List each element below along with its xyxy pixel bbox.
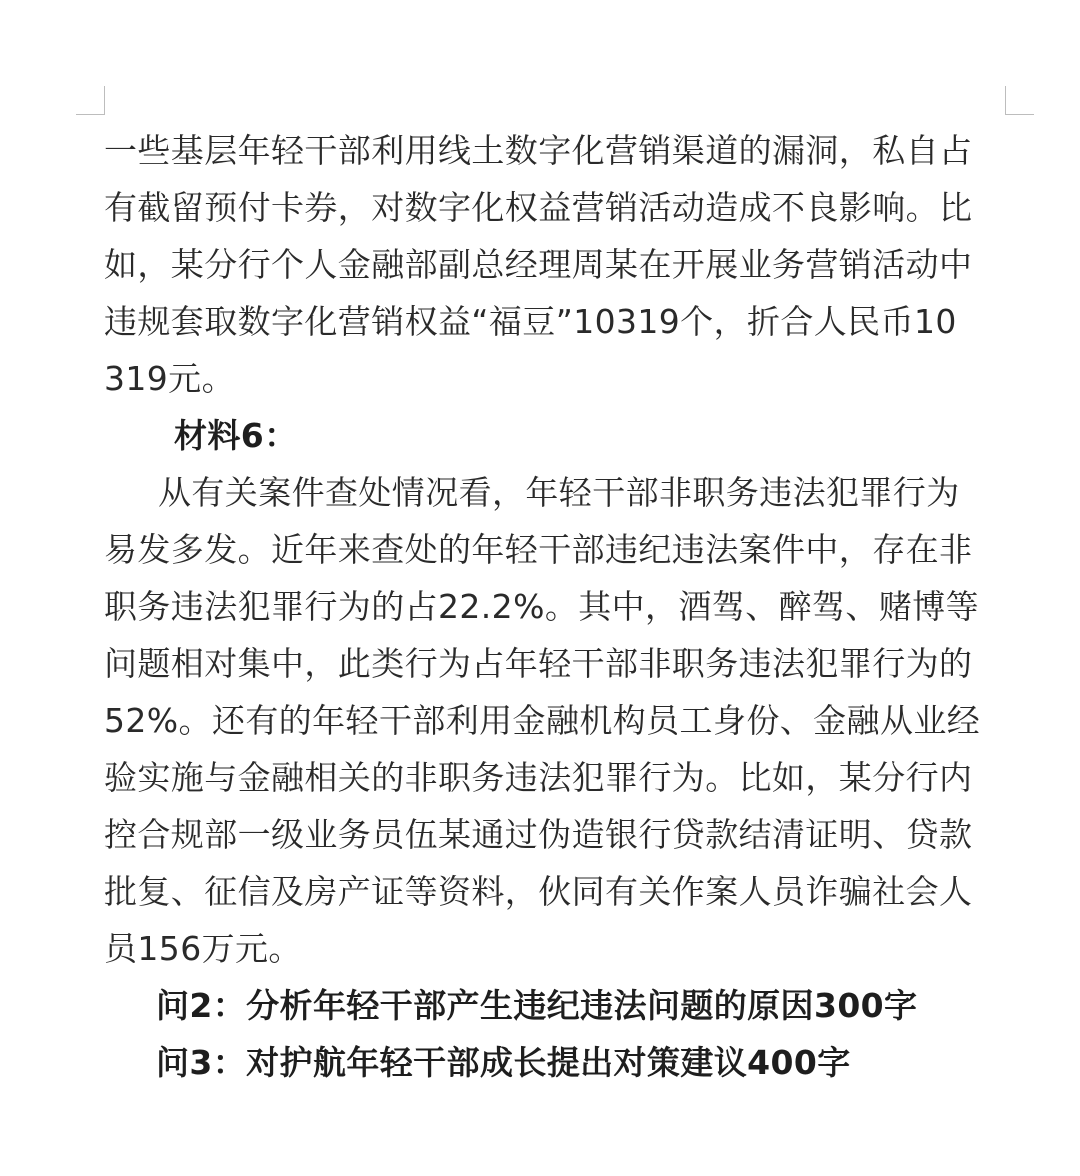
- paragraph-line: 从有关案件查处情况看，年轻干部非职务违法犯罪行为: [158, 473, 960, 512]
- paragraph-line: 一些基层年轻干部利用线土数字化营销渠道的漏洞，私自占: [104, 131, 973, 170]
- top-right-margin-marker: [1005, 86, 1034, 115]
- paragraph-line: 易发多发。近年来查处的年轻干部违纪违法案件中，存在非: [104, 530, 973, 569]
- paragraph-line: 批复、征信及房产证等资料，伙同有关作案人员诈骗社会人: [104, 872, 973, 911]
- paragraph-line: 员156万元。: [104, 929, 302, 968]
- paragraph-line: 验实施与金融相关的非职务违法犯罪行为。比如，某分行内: [104, 758, 973, 797]
- paragraph-line: 违规套取数字化营销权益“福豆”10319个，折合人民币10: [104, 302, 957, 341]
- paragraph-line: 如，某分行个人金融部副总经理周某在开展业务营销活动中: [104, 245, 973, 284]
- paragraph-line: 职务违法犯罪行为的占22.2%。其中，酒驾、醉驾、赌博等: [104, 587, 980, 626]
- paragraph-line: 52%。还有的年轻干部利用金融机构员工身份、金融从业经: [104, 701, 981, 740]
- top-left-margin-marker: [76, 86, 105, 115]
- paragraph-line: 问题相对集中，此类行为占年轻干部非职务违法犯罪行为的: [104, 644, 973, 683]
- question-3: 问3：对护航年轻干部成长提出对策建议400字: [156, 1043, 851, 1082]
- document-body: [104, 122, 1008, 1091]
- paragraph-line: 控合规部一级业务员伍某通过伪造银行贷款结清证明、贷款: [104, 815, 973, 854]
- question-2: 问2：分析年轻干部产生违纪违法问题的原因300字: [156, 986, 918, 1025]
- paragraph-line: 有截留预付卡券，对数字化权益营销活动造成不良影响。比: [104, 188, 973, 227]
- material-heading: 材料6：: [174, 416, 298, 455]
- paragraph-line: 319元。: [104, 359, 235, 398]
